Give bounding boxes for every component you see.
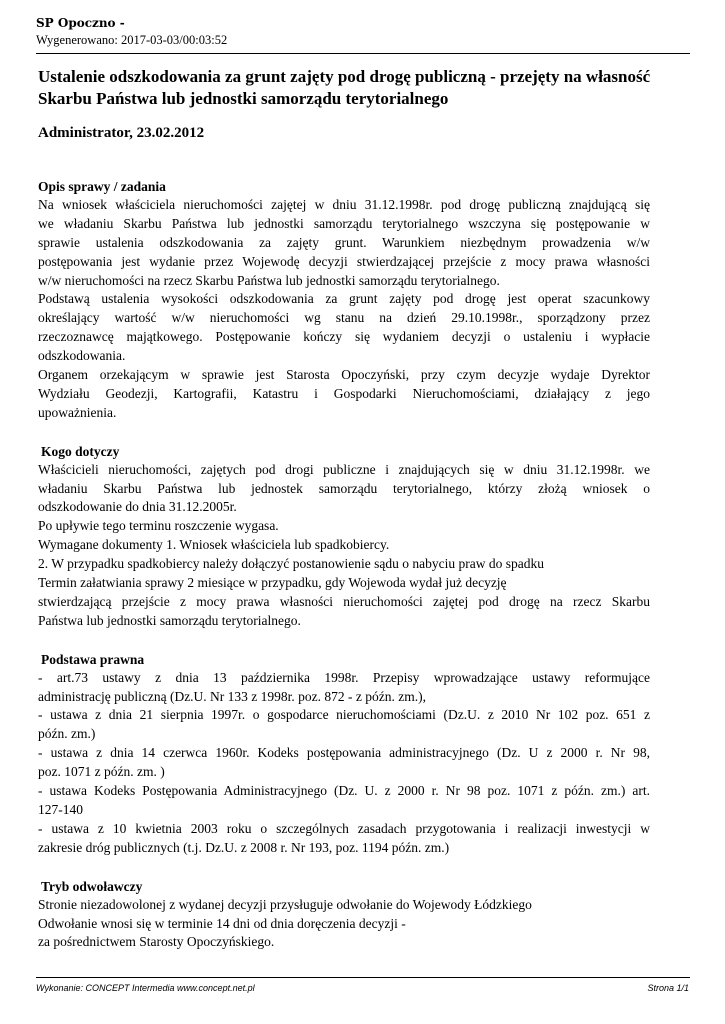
header-divider bbox=[36, 53, 690, 54]
footer-divider bbox=[36, 977, 690, 978]
text-line: rzeczoznawcę majątkowego. Postępowanie kończy się wydaniem decyzji o ustaleniu i wypłacie bbox=[38, 329, 650, 345]
section-opis-sprawy bbox=[38, 177, 650, 423]
text-line: - art.73 ustawy z dnia 13 października 1998r. Przepisy wprowadzające ustawy reformujące bbox=[38, 669, 650, 685]
text-line: we władaniu Skarbu Państwa lub jednostki samorządu terytorialnego wszczyna się postępowanie w bbox=[38, 215, 650, 231]
text-line: Właścicieli nieruchomości, zajętych pod drogi publiczne i znajdujących się w dniu 31.12.1998r. we bbox=[38, 461, 650, 477]
text-line: władaniu Skarbu Państwa lub jednostek samorządu terytorialnego, którzy złożą wniosek o bbox=[38, 480, 650, 496]
text-line: Wydziału Geodezji, Kartografii, Katastru i Gospodarki Nieruchomościami, działający z jego bbox=[38, 385, 650, 401]
text-line: 127-140 bbox=[38, 801, 83, 817]
section-kogo-dotyczy bbox=[38, 442, 650, 631]
text-line: - ustawa z 10 kwietnia 2003 roku o szczególnych zasadach przygotowania i realizacji inwestycji w bbox=[38, 820, 650, 836]
text-line: Na wniosek właściciela nieruchomości zajętej w dniu 31.12.1998r. pod drogę publiczną znajdującą się bbox=[38, 197, 650, 212]
text-line: Organem orzekającym w sprawie jest Starosta Opoczyński, przy czym decyzje wydaje Dyrektor bbox=[38, 367, 650, 383]
section-tryb-odwolawczy bbox=[38, 877, 650, 953]
text-line: poz. 1071 z późn. zm. ) bbox=[38, 764, 165, 780]
text-line: upoważnienia. bbox=[38, 404, 117, 420]
text-line: postępowania jest wydanie przez Wojewodę decyzji stwierdzającej przejście z mocy prawa własności bbox=[38, 253, 650, 269]
text-line: sprawie ustalenia odszkodowania za zajęty grunt. Warunkiem niezbędnym prowadzenia w/w bbox=[38, 234, 650, 250]
text-line: 2. W przypadku spadkobiercy należy dołączyć postanowienie sądu o nabyciu praw do spadku bbox=[38, 556, 544, 572]
text-line: - ustawa z dnia 21 sierpnia 1997r. o gospodarce nieruchomościami (Dz.U. z 2010 Nr 102 poz. 651 z bbox=[38, 707, 650, 723]
section-heading: Kogo dotyczy bbox=[41, 443, 120, 459]
title-line: Ustalenie odszkodowania za grunt zajęty pod drogę publiczną - przejęty na własność bbox=[38, 67, 651, 86]
footer-credit: Wykonanie: CONCEPT Intermedia www.concept.net.pl bbox=[36, 983, 255, 993]
text-line: Po upływie tego terminu roszczenie wygasa. bbox=[38, 518, 279, 534]
text-line: późn. zm.) bbox=[38, 726, 96, 742]
text-line: za pośrednictwem Starosty Opoczyńskiego. bbox=[38, 934, 275, 950]
section-heading: Opis sprawy / zadania bbox=[38, 179, 166, 194]
text-line: zakresie dróg publicznych (t.j. Dz.U. z 2008 r. Nr 193, poz. 1194 późn. zm.) bbox=[38, 839, 450, 855]
section-text bbox=[38, 896, 650, 953]
document-body bbox=[38, 66, 650, 952]
section-text bbox=[38, 669, 650, 858]
text-line: Podstawą ustalenia wysokości odszkodowania za grunt zajęty pod drogę jest operat szacunkowy bbox=[38, 291, 650, 307]
section-text bbox=[38, 196, 650, 423]
text-line: administrację publiczną (Dz.U. Nr 133 z 1998r. poz. 872 - z późn. zm.), bbox=[38, 688, 427, 704]
document-title bbox=[38, 66, 650, 110]
text-line: - ustawa z dnia 14 czerwca 1960r. Kodeks postępowania administracyjnego (Dz. U z 2000 r. Nr 98, bbox=[38, 745, 650, 761]
text-line: określający wartość w/w nieruchomości wg stanu na dzień 29.10.1998r., sporządzony przez bbox=[38, 310, 650, 326]
site-name: SP Opoczno - bbox=[36, 16, 125, 30]
text-line: - ustawa Kodeks Postępowania Administracyjnego (Dz. U. z 2000 r. Nr 98 poz. 1071 z późn. zm.) art. bbox=[38, 783, 650, 799]
title-line: Skarbu Państwa lub jednostki samorządu terytorialnego bbox=[38, 89, 449, 108]
text-line: Stronie niezadowolonej z wydanej decyzji przysługuje odwołanie do Wojewody Łódzkiego bbox=[38, 896, 532, 912]
text-line: odszkodowanie do dnia 31.12.2005r. bbox=[38, 499, 237, 515]
author-date: Administrator, 23.02.2012 bbox=[38, 125, 205, 141]
section-heading: Tryb odwoławczy bbox=[41, 878, 143, 894]
section-heading: Podstawa prawna bbox=[41, 651, 145, 667]
text-line: odszkodowania. bbox=[38, 348, 126, 364]
text-line: Odwołanie wnosi się w terminie 14 dni od dnia doręczenia decyzji - bbox=[38, 915, 406, 931]
text-line: Termin załatwiania sprawy 2 miesiące w przypadku, gdy Wojewoda wydał już decyzję bbox=[38, 575, 507, 591]
text-line: w/w nieruchomości na rzecz Skarbu Państwa lub jednostki samorządu terytorialnego. bbox=[38, 272, 500, 288]
text-line: Państwa lub jednostki samorządu terytorialnego. bbox=[38, 612, 301, 628]
generated-timestamp: Wygenerowano: 2017-03-03/00:03:52 bbox=[36, 33, 228, 47]
section-text bbox=[38, 461, 650, 631]
text-line: Wymagane dokumenty 1. Wniosek właściciela lub spadkobiercy. bbox=[38, 537, 390, 553]
page-number: Strona 1/1 bbox=[647, 983, 689, 993]
text-line: stwierdzającą przejście z mocy prawa własności nieruchomości zajętej pod drogę na rzecz Skarbu bbox=[38, 593, 650, 609]
section-podstawa-prawna bbox=[38, 650, 650, 858]
